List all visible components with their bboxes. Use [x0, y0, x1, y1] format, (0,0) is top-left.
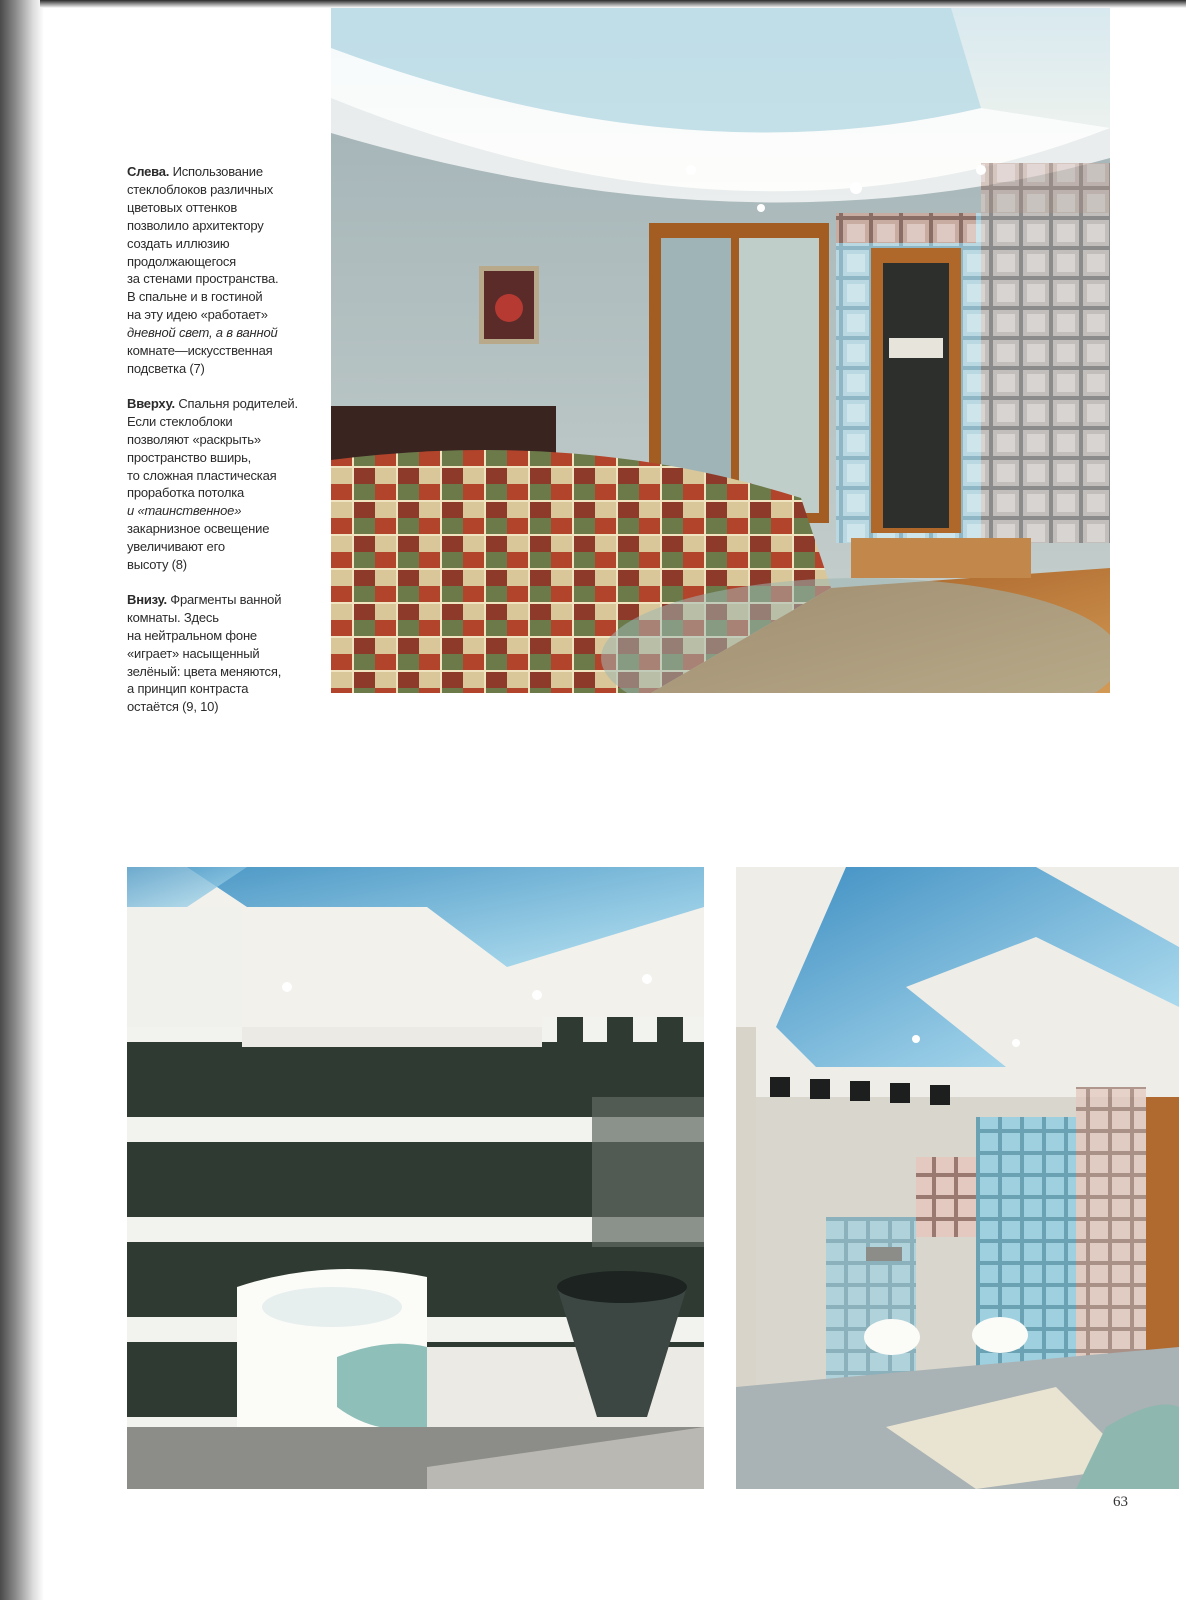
- caption-lead: Вверху.: [127, 395, 175, 411]
- caption-line: на нейтральном фоне: [127, 627, 257, 643]
- caption-line: закарнизное освещение: [127, 521, 270, 537]
- caption-line: [127, 163, 299, 181]
- caption-line: то сложная пластическая: [127, 467, 277, 483]
- binding-shadow: [0, 0, 44, 1600]
- caption-line: [127, 395, 299, 413]
- caption-lead: Слева.: [127, 164, 170, 179]
- caption-line: остаётся (9, 10): [127, 699, 219, 715]
- caption-line: создать иллюзию: [127, 235, 230, 251]
- caption-line: а принцип контраста: [127, 681, 249, 697]
- caption-text: Использование: [169, 164, 263, 179]
- scan-top-edge: [40, 0, 1186, 8]
- bedroom-photo: [331, 8, 1110, 693]
- caption-line: увеличивают его: [127, 539, 225, 555]
- caption-line: за стенами пространства.: [127, 271, 279, 287]
- caption-line: комнаты. Здесь: [127, 609, 219, 625]
- bathroom-glassblock-photo: [736, 867, 1179, 1489]
- caption-line: комнате—искусственная: [127, 343, 273, 359]
- caption-bottom: [127, 591, 299, 716]
- bathroom-striped-photo: [127, 867, 704, 1489]
- caption-line: [127, 591, 299, 609]
- caption-line: зелёный: цвета меняются,: [127, 663, 282, 679]
- caption-line: В спальне и в гостиной: [127, 289, 263, 305]
- caption-line: «играет» насыщенный: [127, 645, 260, 661]
- bathroom-striped-illustration: [127, 867, 704, 1489]
- caption-line: позволяют «раскрыть»: [127, 431, 261, 447]
- caption-line: и «таинственное»: [127, 503, 242, 519]
- bathroom-glassblock-illustration: [736, 867, 1179, 1489]
- caption-line: проработка потолка: [127, 485, 245, 501]
- caption-line: Если стеклоблоки: [127, 413, 233, 429]
- caption-line: продолжающегося: [127, 253, 237, 269]
- caption-line: на эту идею «работает»: [127, 307, 268, 323]
- caption-text: Фрагменты ванной: [166, 591, 282, 607]
- caption-line: цветовых оттенков: [127, 199, 238, 215]
- caption-left: [127, 163, 299, 378]
- caption-line: подсветка (7): [127, 360, 205, 376]
- captions-column: [127, 163, 299, 733]
- caption-line: дневной свет, а в ванной: [127, 325, 278, 341]
- caption-text: Спальня родителей.: [174, 395, 298, 411]
- page-number: 63: [1113, 1494, 1128, 1510]
- caption-lead: Внизу.: [127, 591, 167, 607]
- caption-line: высоту (8): [127, 557, 187, 573]
- caption-line: пространство вширь,: [127, 449, 252, 465]
- caption-line: позволило архитектору: [127, 217, 264, 233]
- bedroom-illustration: [331, 8, 1110, 693]
- caption-top: [127, 395, 299, 574]
- caption-line: стеклоблоков различных: [127, 181, 274, 197]
